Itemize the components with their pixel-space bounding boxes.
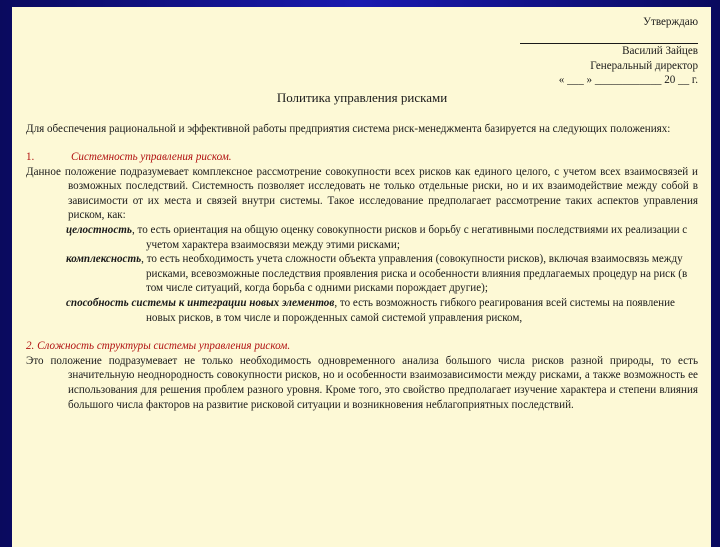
approve-word: Утверждаю: [643, 16, 698, 28]
section2-body: Это положение подразумевает не только необходимость одновременного анализа большого числа рисков разной природы, то есть значительную неоднородность совокупности рисков, но и особенности взаимозависимости между рисками, а также возможность ее использования для решения проблем разного уровня. Кроме того, это свойство предполагает изучение характера и степени влияния большого числа факторов на развитие рисковой ситуации и возникновения неблагоприятных последствий.: [26, 354, 698, 411]
item-term: комплексность: [66, 253, 142, 266]
spacer: [26, 136, 698, 150]
item-term: целостность: [66, 224, 132, 237]
approval-date-line: « ___ » ____________ 20 __ г.: [558, 74, 698, 86]
document-title: Политика управления рисками: [276, 89, 448, 105]
section1-number: 1.: [26, 151, 35, 164]
section1-item-integration: [26, 296, 698, 325]
document-page: [12, 7, 711, 547]
section1-item-complexity: [26, 252, 698, 296]
intro-paragraph: Для обеспечения рациональной и эффективной работы предприятия система риск-менеджмента базируется на следующих положениях:: [26, 122, 671, 135]
item-text: , то есть ориентация на общую оценку совокупности рисков и борьбу с негативными последствиями их реализации с учетом характера взаимосвязи между этими рисками;: [131, 224, 688, 251]
item-text: , то есть необходимость учета сложности объекта управления (совокупности рисков), включая взаимосвязь между рисками, всевозможные последствия проявления риска и особенности влияния предлагаемых процедур на риск (в том числе ситуаций, когда борьба с одними рисками порождает другие);: [141, 253, 688, 295]
section1-heading: [26, 150, 698, 165]
item-text: , то есть возможность гибкого реагирования всей системы на появление новых рисков, в том числе и порожденных самой системой управления риском,: [146, 297, 675, 324]
signature-rule: [520, 32, 698, 44]
spacer: [26, 325, 698, 339]
section1-item-integrity: [26, 223, 698, 252]
signature-line: [26, 30, 698, 45]
section2-heading: 2. Сложность структуры системы управления риском.: [26, 340, 291, 353]
approver-position: Генеральный директор: [590, 59, 698, 72]
approver-name: Василий Зайцев: [622, 45, 698, 57]
section1-body: Данное положение подразумевает комплексное рассмотрение совокупности всех рисков как единого целого, с учетом всех взаимосвязей и возможных последствий. Системность позволяет исследовать не только отдельные риски, но и их взаимодействие между собой в зависимости от их места и связей внутри системы. Такое исследование предполагает рассмотрение таких аспектов управления риском, как:: [26, 165, 698, 222]
section1-title: Системность управления риском.: [71, 151, 232, 164]
item-term: способность системы к интеграции новых элементов: [66, 297, 335, 310]
approval-block: [26, 15, 698, 88]
